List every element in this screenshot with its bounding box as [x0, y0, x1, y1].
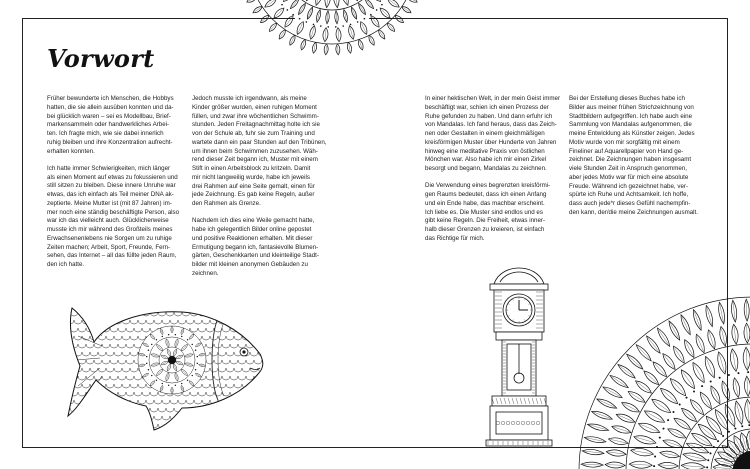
fish-mandala-icon	[42, 296, 272, 436]
mandala-corner-icon	[595, 295, 750, 469]
paragraph: Früher bewunderte ich Menschen, die Hobbys hatten, die sie allein ausüben konnten und da- bei glücklich waren – sei es Modellbau, Brief- markensammeln oder handwerkliches Arbei- ten. Ich fragte mich, wie sie dabei innerlich ruhig bleiben und ihre Konzentration aufrecht- erhalten konnten.	[47, 95, 174, 155]
grandfather-clock-icon	[474, 262, 564, 448]
mandala-top-icon	[253, 0, 411, 60]
paragraph: Ich hatte immer Schwierigkeiten, mich länger als einen Moment auf etwas zu fokussieren und still sitzen zu bleiben. Diese innere Unruhe war etwas, das ich einfach als Teil meiner DNA ak- zeptierte. Meine Mutter ist (mit 87 Jahren) im- mer noch eine ständig beschäftigte Person, also war ich das vielleicht auch. Glücklicherweise musste ich mir während des Großteils meines Erwachsenenlebens nie Sorgen um zu ruhige Zeiten machen; Arbeit, Sport, Freunde, Fern- sehen, das Internet – all das füllte jeden Raum, den ich hatte.	[47, 164, 180, 269]
text-column-2	[192, 95, 327, 287]
page-title: Vorwort	[47, 44, 155, 73]
text-column-4	[569, 95, 705, 226]
paragraph: Die Verwendung eines begrenzten kreisförmi- gen Raums bedeutet, dass ich einen Anfang und ein Ende habe, das machbar erscheint. Ich liebe es. Die Muster sind endlos und es gibt keine Regeln. Die Freiheit, etwas inner- halb dieser Grenzen zu kreieren, ist einfach das Richtige für mich.	[425, 182, 551, 242]
paragraph: Nachdem ich dies eine Weile gemacht hatte, habe ich gelegentlich Bilder online gepostet und positive Reaktionen erhalten. Mit dieser Ermutigung begann ich, fantasievolle Blumen- gärten, Geschenkkarten und kleinteilige Stadt- bilder mit kleinen anonymen Gebäuden zu zeichnen.	[192, 217, 319, 277]
text-column-3	[425, 95, 561, 252]
text-column-1	[47, 95, 182, 279]
paragraph: In einer hektischen Welt, in der mein Geist immer beschäftigt war, schien ich einen Prozess der Ruhe gefunden zu haben. Und dann erfuhr ich von Mandalas. Ich fand heraus, dass das Zeich- nen oder Gestalten in einem gleichmäßigen kreisförmigen Muster über Hunderte von Jahren hinweg eine meditative Praxis von östlichen Mönchen war. Also habe ich mir einen Zirkel besorgt und begann, Mandalas zu zeichnen.	[425, 95, 561, 172]
paragraph: Bei der Erstellung dieses Buches habe ich Bilder aus meiner frühen Strichzeichnung von Stadtbildern aufgegriffen. Ich habe auch eine Sammlung von Mandalas aufgenommen, die meine Entwicklung als Künstler zeigen. Jedes Motiv wurde von mir sorgfältig mit einem Fineliner auf Aquarellpapier von Hand ge- zeichnet. Die Zeichnungen haben insgesamt viele Stunden Zeit in Anspruch genommen, aber jedes Motiv war für mich eine absolute Freude. Während ich gezeichnet habe, ver- spürte ich Ruhe und Achtsamkeit. Ich hoffe, dass auch jede*r dieses Gefühl nachempfin- den kann, der/die meine Zeichnungen ausmalt.	[569, 95, 698, 216]
paragraph: Jedoch musste ich irgendwann, als meine Kinder größer wurden, einen ruhigen Moment füllen, und zwar ihre wöchentlichen Schwimm- stunden. Jeden Freitagnachmittag holte ich sie von der Schule ab, fuhr sie zum Training und wartete dann ein paar Stunden auf den Tribünen, um ihnen beim Schwimmen zuzusehen. Wäh- rend dieser Zeit begann ich, Muster mit einem Stift in einen Arbeitsblock zu kritzeln. Damit mir nicht langweilig wurde, habe ich jeweils drei Rahmen auf eine Seite gemalt, einen für jede Zeichnung. Es gab keine Regeln, außer den Rahmen als Grenze.	[192, 95, 327, 207]
